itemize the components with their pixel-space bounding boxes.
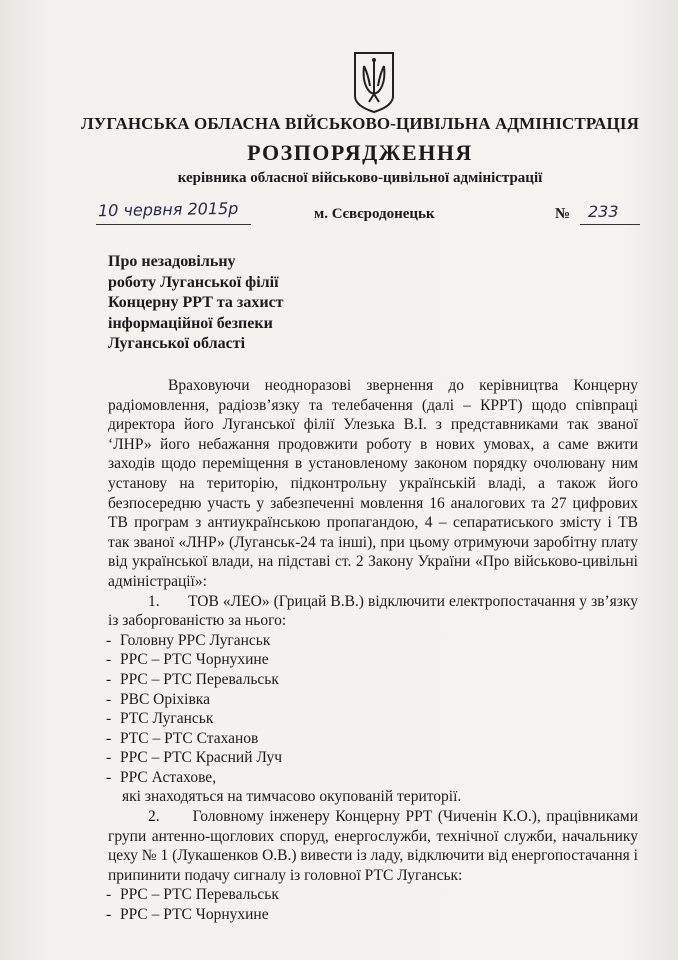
handwritten-date: 10 червня 2015р [97, 198, 239, 221]
handwritten-number: 233 [588, 202, 619, 221]
subject-line: інформаційної безпеки [108, 314, 273, 332]
list-item: - РРС – РТС Чорнухине [106, 905, 638, 925]
list-item: - РРС – РТС Чорнухине [106, 650, 638, 670]
subject-line: Луганської області [108, 335, 246, 352]
subject-block [108, 252, 328, 355]
date-underline [96, 224, 251, 225]
document-type-title: РОЗПОРЯДЖЕННЯ [247, 140, 473, 165]
number-label: № [555, 206, 571, 222]
item-1-text: 1. ТОВ «ЛЕО» (Грицай В.В.) відключити електропостачання у зв’язку із заборгованістю за нього: [108, 592, 638, 630]
subject-line: Про незадовільну [108, 253, 236, 270]
subject-line: роботу Луганської філії [108, 273, 279, 291]
list-item: - РРС – РТС Красний Луч [106, 748, 638, 768]
number-underline [580, 224, 640, 225]
item-1-list [108, 631, 638, 788]
document-subtitle: керівника обласної військово-цивільної адміністрації [177, 170, 543, 186]
organization-title: ЛУГАНСЬКА ОБЛАСНА ВІЙСЬКОВО-ЦИВІЛЬНА АДМІНІСТРАЦІЯ [81, 114, 639, 133]
item-1-after-text: які знаходяться на тимчасово окупованій території. [122, 788, 462, 806]
list-item: - РРС Астахове, [106, 768, 638, 788]
list-item: - РТС Луганськ [106, 709, 638, 729]
item-2-list [108, 885, 638, 924]
list-item: - РРС – РТС Перевальськ [106, 885, 638, 905]
list-item: - РРС – РТС Перевальськ [106, 670, 638, 690]
preamble-paragraph: Враховуючи неодноразові звернення до керівництва Концерну радіомовлення, радіозв’язку та телебачення (далі – КРРТ) щодо співпраці директора його Луганської філії Улезька В.І. з представниками так званої ‘ЛНР» його небажання продовжити роботу в нових умовах, а саме вжити заходів щодо переміщення в установленому законом порядку очолювану ним установу на територію, підконтрольну українській владі, а також його безпосередню участь у забезпеченні мовлення 16 аналогових та 27 цифрових ТВ програм з антиукраїнською пропагандою, 4 – сепаратиського змісту і ТВ так званої «ЛНР» (Луганськ-24 та інші), при цьому отримуючи заробітну плату від української влади, на підставі ст. 2 Закону України «Про військово-цивільні адміністрації»: [108, 377, 638, 590]
list-item: - РВС Оріхівка [106, 690, 638, 710]
document-body [108, 376, 638, 925]
subject-line: Концерну РРТ та захист [108, 294, 284, 311]
list-item: - Головну РРС Луганськ [106, 631, 638, 651]
list-item: - РТС – РТС Стаханов [106, 729, 638, 749]
item-2-text: 2. Головному інженеру Концерну РРТ (Чиченін К.О.), працівниками групи антенно-щоглових споруд, енергослужби, технічної служби, начальнику цеху № 1 (Лукашенков О.В.) вивести із ладу, відключити від енергопостачання і припинити подачу сигналу із головної РТС Луганськ: [108, 808, 638, 884]
trident-emblem-icon [352, 50, 396, 114]
city-label: м. Сєвєродонецьк [314, 206, 435, 222]
